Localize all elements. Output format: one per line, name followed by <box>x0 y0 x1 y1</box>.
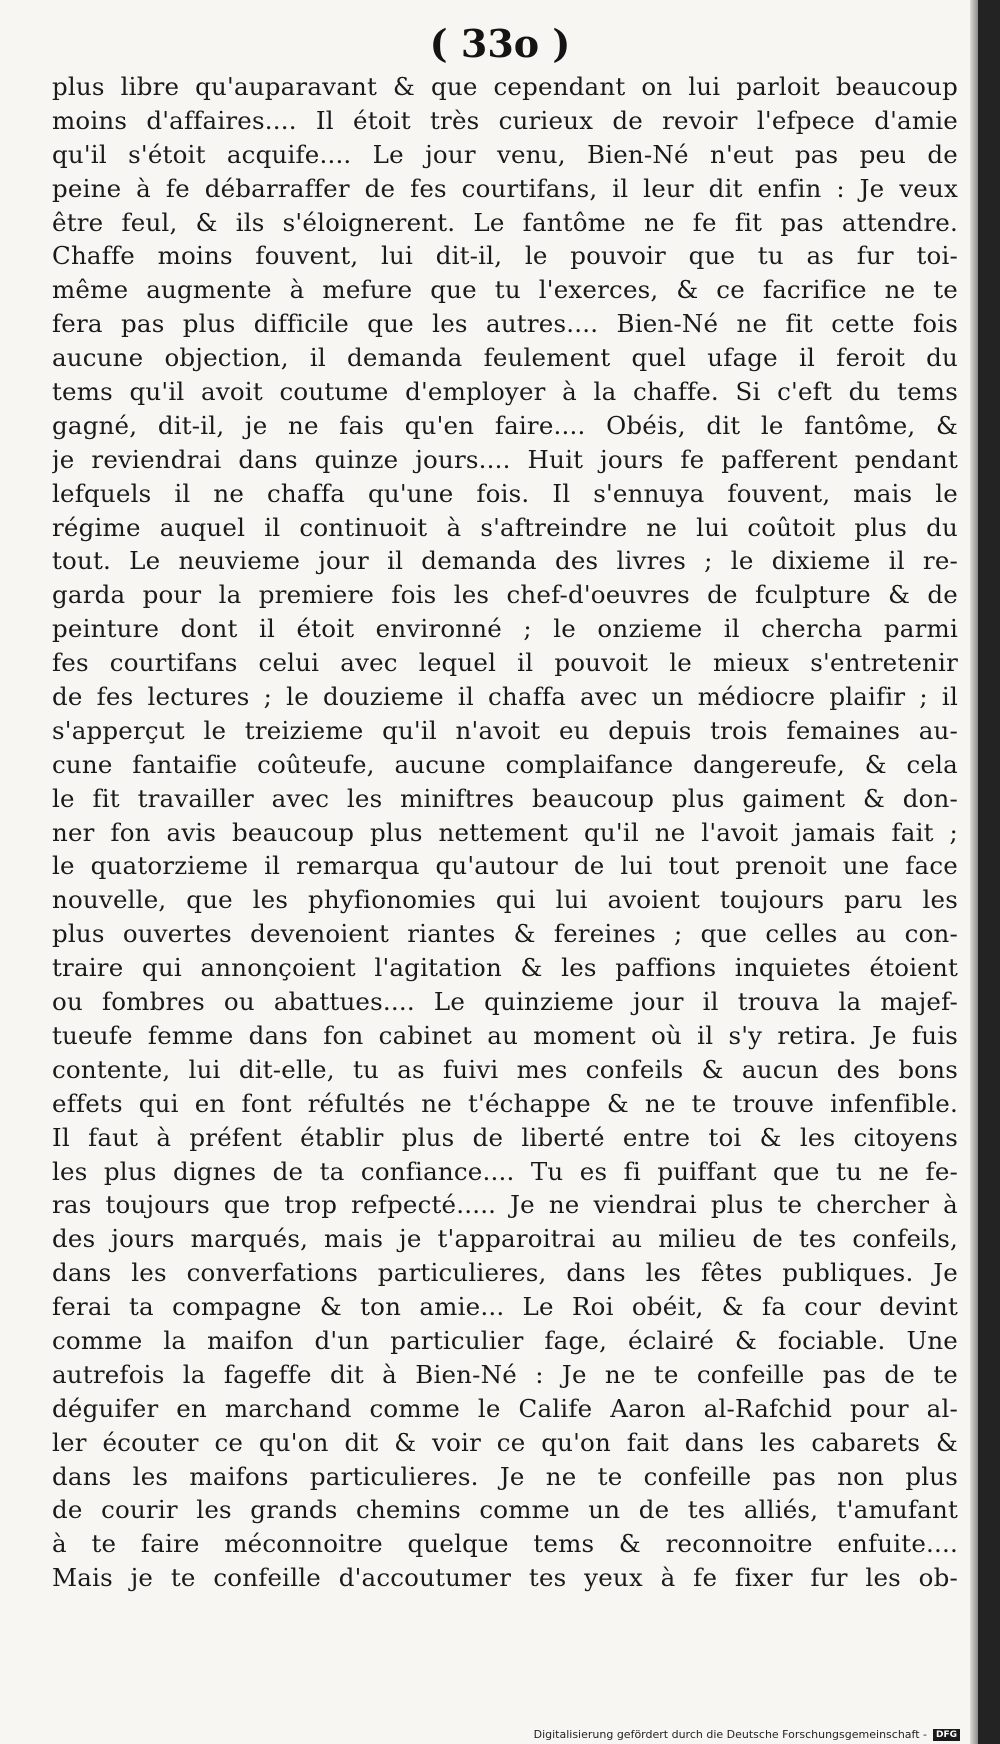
dfg-logo: DFG <box>933 1729 960 1741</box>
text-line: fes courtifans celui avec lequel il pouvoit le mieux s'entretenir <box>52 648 958 678</box>
text-line: ras toujours que trop refpecté..... Je ne viendrai plus te chercher à <box>52 1190 958 1220</box>
digitization-credit <box>534 1728 960 1742</box>
text-line: s'apperçut le treizieme qu'il n'avoit eu depuis trois femaines au- <box>52 715 958 745</box>
text-line: peinture dont il étoit environné ; le onzieme il chercha parmi <box>52 614 958 644</box>
text-line: tout. Le neuvieme jour il demanda des livres ; le dixieme il re- <box>52 546 958 576</box>
text-line: à te faire méconnoitre quelque tems & reconnoitre enfuite.... <box>52 1529 958 1559</box>
text-line: Mais je te confeille d'accoutumer tes yeux à fe fixer fur les ob- <box>52 1563 958 1593</box>
text-line: être feul, & ils s'éloignerent. Le fantôme ne fe fit pas attendre. <box>52 207 958 237</box>
text-line: tueufe femme dans fon cabinet au moment où il s'y retira. Je fuis <box>52 1020 958 1050</box>
text-line: des jours marqués, mais je t'apparoitrai au milieu de tes confeils, <box>52 1224 958 1254</box>
body-text <box>52 70 958 1595</box>
text-line: Il faut à préfent établir plus de liberté entre toi & les citoyens <box>52 1122 958 1152</box>
text-line: ler écouter ce qu'on dit & voir ce qu'on fait dans les cabarets & <box>52 1427 958 1457</box>
text-line: cune fantaifie coûteufe, aucune complaifance dangereufe, & cela <box>52 749 958 779</box>
text-line: nouvelle, que les phyfionomies qui lui avoient toujours paru les <box>52 885 958 915</box>
text-line: dans les maifons particulieres. Je ne te confeille pas non plus <box>52 1461 958 1491</box>
text-line: moins d'affaires.... Il étoit très curieux de revoir l'efpece d'amie <box>52 105 958 135</box>
scan-border <box>978 0 1000 1744</box>
text-line: comme la maifon d'un particulier fage, éclairé & fociable. Une <box>52 1325 958 1355</box>
text-line: contente, lui dit-elle, tu as fuivi mes confeils & aucun des bons <box>52 1054 958 1084</box>
text-line: tems qu'il avoit coutume d'employer à la chaffe. Si c'eft du tems <box>52 377 958 407</box>
text-line: lefquels il ne chaffa qu'une fois. Il s'ennuya fouvent, mais le <box>52 478 958 508</box>
text-line: dans les converfations particulieres, dans les fêtes publiques. Je <box>52 1258 958 1288</box>
text-line: le quatorzieme il remarqua qu'autour de lui tout prenoit une face <box>52 851 958 881</box>
text-line: les plus dignes de ta confiance.... Tu es fi puiffant que tu ne fe- <box>52 1156 958 1186</box>
text-line: régime auquel il continuoit à s'aftreindre ne lui coûtoit plus du <box>52 512 958 542</box>
text-line: Chaffe moins fouvent, lui dit-il, le pouvoir que tu as fur toi- <box>52 241 958 271</box>
text-line: garda pour la premiere fois les chef-d'oeuvres de fculpture & de <box>52 580 958 610</box>
text-line: autrefois la fageffe dit à Bien-Né : Je ne te confeille pas de te <box>52 1359 958 1389</box>
text-line: peine à fe débarraffer de fes courtifans, il leur dit enfin : Je veux <box>52 173 958 203</box>
text-line: ou fombres ou abattues.... Le quinzieme jour il trouva la majef- <box>52 987 958 1017</box>
text-line: qu'il s'étoit acquife.... Le jour venu, Bien-Né n'eut pas peu de <box>52 139 958 169</box>
text-line: déguifer en marchand comme le Calife Aaron al-Rafchid pour al- <box>52 1393 958 1423</box>
text-line: effets qui en font réfultés ne t'échappe & ne te trouve infenfible. <box>52 1088 958 1118</box>
text-line: aucune objection, il demanda feulement quel ufage il feroit du <box>52 343 958 373</box>
text-line: fera pas plus difficile que les autres.... Bien-Né ne fit cette fois <box>52 309 958 339</box>
text-line: ner fon avis beaucoup plus nettement qu'il ne l'avoit jamais fait ; <box>52 817 958 847</box>
credit-text: Digitalisierung gefördert durch die Deutsche Forschungsgemeinschaft - <box>533 1728 927 1741</box>
text-line: je reviendrai dans quinze jours.... Huit jours fe pafferent pendant <box>52 444 958 474</box>
text-line: de fes lectures ; le douzieme il chaffa avec un médiocre plaifir ; il <box>52 682 958 712</box>
text-line: de courir les grands chemins comme un de tes alliés, t'amufant <box>52 1495 958 1525</box>
page-edge-shadow <box>970 0 978 1744</box>
text-line: même augmente à mefure que tu l'exerces, & ce facrifice ne te <box>52 275 958 305</box>
text-line: plus libre qu'auparavant & que cependant on lui parloit beaucoup <box>52 72 958 101</box>
text-line: le fit travailler avec les miniftres beaucoup plus gaiment & don- <box>52 783 958 813</box>
text-line: ferai ta compagne & ton amie... Le Roi obéit, & fa cour devint <box>52 1292 958 1322</box>
text-line: plus ouvertes devenoient riantes & fereines ; que celles au con- <box>52 919 958 949</box>
text-line: traire qui annonçoient l'agitation & les paffions inquietes étoient <box>52 953 958 983</box>
text-line: gagné, dit-il, je ne fais qu'en faire.... Obéis, dit le fantôme, & <box>52 410 958 440</box>
page-number: ( 33o ) <box>429 21 571 66</box>
